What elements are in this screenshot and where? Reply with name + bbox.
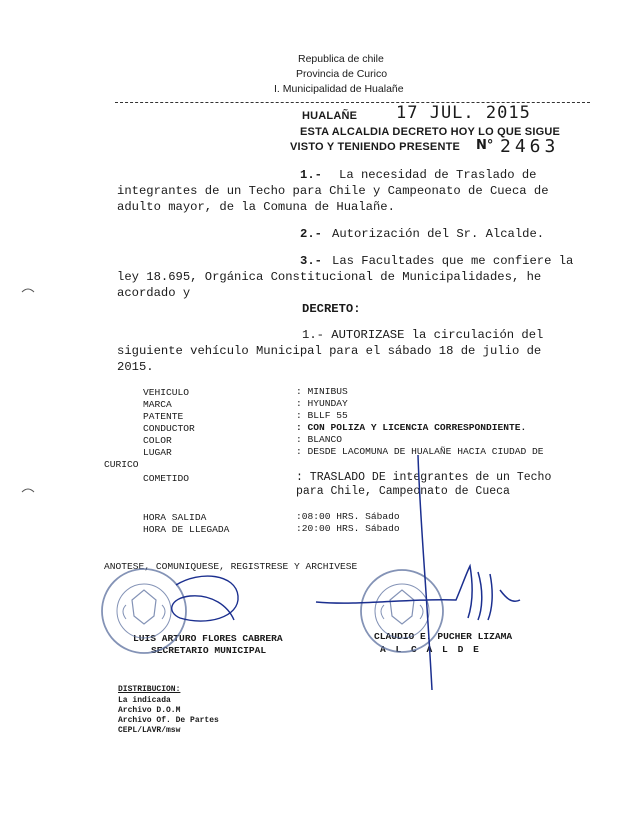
color-value: : BLANCO — [296, 434, 343, 445]
lugar-continuation: CURICO — [104, 459, 139, 470]
distribution-item: Archivo Of. De Partes — [118, 716, 219, 725]
visto-1-number: 1.- — [300, 168, 322, 182]
place-label: HUALAÑE — [302, 110, 358, 122]
visto-3-number: 3.- — [300, 254, 322, 268]
visto-3-line3: acordado y — [117, 286, 191, 300]
mayor-seal — [361, 570, 443, 652]
distribution-item: CEPL/LAVR/msw — [118, 726, 181, 735]
punch-hole-mark — [22, 289, 34, 292]
secretary-seal — [102, 569, 186, 653]
decree-intro-line1: ESTA ALCALDIA DECRETO HOY LO QUE SIGUE — [300, 126, 561, 138]
visto-3-line1: Las Facultades que me confiere la — [332, 254, 574, 268]
marca-value: : HYUNDAY — [296, 398, 348, 409]
visto-3-line2: ley 18.695, Orgánica Constitucional de Municipalidades, he — [117, 270, 542, 284]
marca-label: MARCA — [143, 399, 172, 410]
decree-number: 2463 — [500, 136, 560, 157]
cometido-label: COMETIDO — [143, 473, 190, 484]
hora-llegada-value: :20:00 HRS. Sábado — [296, 523, 400, 534]
header-province: Provincia de Curico — [296, 68, 388, 80]
patente-label: PATENTE — [143, 411, 184, 422]
distribution-item: La indicada — [118, 696, 171, 705]
mayor-name: CLAUDIO E. PUCHER LIZAMA — [374, 631, 513, 642]
punch-hole-mark — [22, 489, 34, 492]
decreto-heading: DECRETO: — [302, 302, 361, 316]
cometido-value-line1: : TRASLADO DE integrantes de un Techo — [296, 471, 552, 484]
header-republic: Republica de chile — [298, 53, 384, 65]
distribution-heading: DISTRIBUCION: — [118, 685, 181, 694]
secretary-name: LUIS ARTURO FLORES CABRERA — [133, 633, 283, 644]
decreto-1-line1: 1.- AUTORIZASE la circulación del — [302, 328, 544, 342]
visto-2-text: Autorización del Sr. Alcalde. — [332, 227, 545, 241]
hora-llegada-label: HORA DE LLEGADA — [143, 524, 230, 535]
hora-salida-value: :08:00 HRS. Sábado — [296, 511, 400, 522]
secretary-title: SECRETARIO MUNICIPAL — [151, 645, 267, 656]
decree-number-prefix: N° — [476, 138, 494, 153]
date-stamp: 17 JUL. 2015 — [396, 103, 531, 123]
decree-intro-line2: VISTO Y TENIENDO PRESENTE — [290, 141, 461, 153]
closing-formula: ANOTESE, COMUNIQUESE, REGISTRESE Y ARCHIVESE — [104, 561, 358, 572]
visto-1-line3: adulto mayor, de la Comuna de Hualañe. — [117, 200, 395, 214]
conductor-value: : CON POLIZA Y LICENCIA CORRESPONDIENTE. — [296, 422, 527, 433]
patente-value: : BLLF 55 — [296, 410, 348, 421]
secretary-signature — [172, 576, 238, 621]
color-label: COLOR — [143, 435, 172, 446]
hora-salida-label: HORA SALIDA — [143, 512, 207, 523]
visto-1-line2: integrantes de un Techo para Chile y Campeonato de Cueca de — [117, 184, 549, 198]
lugar-value: : DESDE LACOMUNA DE HUALAÑE HACIA CIUDAD DE — [296, 446, 544, 457]
header-municipality: I. Municipalidad de Hualañe — [274, 83, 404, 95]
cometido-value-line2: para Chile, Campeonato de Cueca — [296, 485, 510, 498]
lugar-label: LUGAR — [143, 447, 172, 458]
visto-2-number: 2.- — [300, 227, 322, 241]
decreto-1-line3: 2015. — [117, 360, 154, 374]
vehiculo-label: VEHICULO — [143, 387, 190, 398]
decreto-1-line2: siguiente vehículo Municipal para el sábado 18 de julio de — [117, 344, 542, 358]
distribution-item: Archivo D.O.M — [118, 706, 181, 715]
vehiculo-value: : MINIBUS — [296, 386, 348, 397]
visto-1-line1: La necesidad de Traslado de — [339, 168, 537, 182]
mayor-title: A L C A L D E — [380, 644, 481, 655]
conductor-label: CONDUCTOR — [143, 423, 195, 434]
